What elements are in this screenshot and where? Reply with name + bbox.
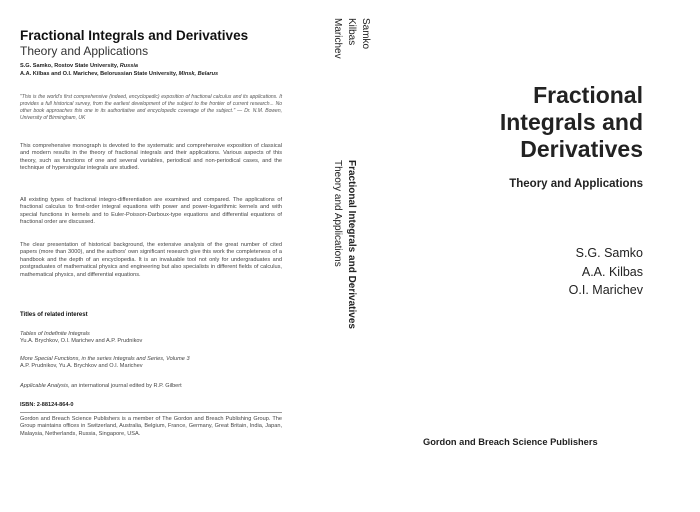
related-title-name: Applicable Analysis: [20, 383, 68, 389]
front-author-kilbas: A.A. Kilbas: [581, 264, 643, 279]
related-title-1: [20, 331, 282, 346]
author-place: Russia: [119, 63, 139, 69]
related-title-authors: Yu.A. Brychkov, O.I. Marichev and A.P. Prudnikov: [20, 338, 143, 345]
related-titles-heading: Titles of related interest: [20, 312, 88, 318]
spine-subtitle: Theory and Applications: [332, 160, 343, 267]
spine-title: Fractional Integrals and Derivatives: [346, 160, 357, 329]
description-paragraph-3: The clear presentation of historical background, the extensive analysis of the great number of cited papers (more than 3000), and the authors' own significant research give this work the completeness of a handbook and the depth of an encyclopedia. It is an invaluable tool not only for undergraduates and postgraduates of mathematical physics and engineering but also specialists in different fields of calculus, mathematical physics, and differential equations.: [20, 242, 282, 278]
front-subtitle: Theory and Applications: [509, 178, 643, 190]
front-author-samko: S.G. Samko: [575, 246, 643, 260]
author-names: A.A. Kilbas and O.I. Marichev,: [20, 71, 101, 77]
related-title-name: Tables of Indefinite Integrals: [20, 331, 90, 337]
related-title-name: More Special Functions, in the series Integrals and Series, Volume 3: [20, 356, 190, 362]
author-names: S.G. Samko,: [20, 63, 55, 69]
front-title: [383, 82, 643, 163]
back-cover: [0, 0, 295, 512]
review-quote: "This is the world's first comprehensive (indeed, encyclopedic) exposition of fractional calculus and its applications. It provides a full historical survey, from the earliest development of the subject to the frontier of current research... No other book approaches this one in its authoritative and encyclopedic coverage of the subject." — Dr. N.M. Bowen, University of Birmingham, UK: [20, 94, 282, 121]
front-publisher: Gordon and Breach Science Publishers: [423, 437, 598, 447]
spine-author-kilbas: Kilbas: [346, 18, 357, 46]
author-affiliation: Belorussian State University,: [100, 71, 179, 77]
author-place: Minsk, Belarus: [178, 71, 219, 77]
divider: [20, 412, 282, 413]
back-authors-line-1: [20, 62, 218, 70]
description-paragraph-1: This comprehensive monograph is devoted to the systematic and comprehensive exposition of classical and modern results in the theory of fractional integrals and their applications. Various aspects of this theory, such as functions of one and several variables, periodical and non-periodical cases, and the technique of hypersingular integrals are studied.: [20, 143, 282, 172]
back-authors-line-2: [20, 70, 218, 78]
related-title-editor: , an international journal edited by R.P. Gilbert: [68, 383, 182, 389]
spine-author-samko: Samko: [360, 18, 371, 50]
description-paragraph-2: All existing types of fractional integro-differentiation are examined and compared. The applications of fractional calculus to first-order integral equations with power and power-logarithmic kernels and with special functions in kernels and to Euler-Poisson-Darboux-type equations and differential equations of fractional order are discussed.: [20, 197, 282, 226]
front-cover: [375, 0, 700, 512]
front-title-line-2: Integrals and: [499, 109, 643, 135]
front-author-marichev: O.I. Marichev: [568, 283, 643, 297]
back-authors: [20, 62, 218, 78]
back-subtitle: Theory and Applications: [20, 44, 149, 58]
publisher-note: Gordon and Breach Science Publishers is a member of The Gordon and Breach Publishing Group. The Group maintains offices in Switzerland, Australia, Belgium, France, Germany, Great Britain, India, Japan, Malaysia, Netherlands, Russia, Singapore, USA.: [20, 416, 282, 437]
spine-author-marichev: Marichev: [332, 18, 343, 59]
front-title-line-1: Fractional: [533, 82, 643, 108]
author-affiliation: Rostov State University,: [54, 63, 120, 69]
front-title-line-3: Derivatives: [520, 136, 643, 162]
front-authors: [569, 244, 643, 300]
isbn: ISBN: 2-88124-864-0: [20, 402, 74, 408]
back-title: Fractional Integrals and Derivatives: [20, 28, 249, 43]
related-title-3: [20, 383, 282, 390]
related-title-authors: A.P. Prudnikov, Yu.A. Brychkov and O.I. Marichev: [20, 363, 143, 370]
related-title-2: [20, 356, 282, 371]
